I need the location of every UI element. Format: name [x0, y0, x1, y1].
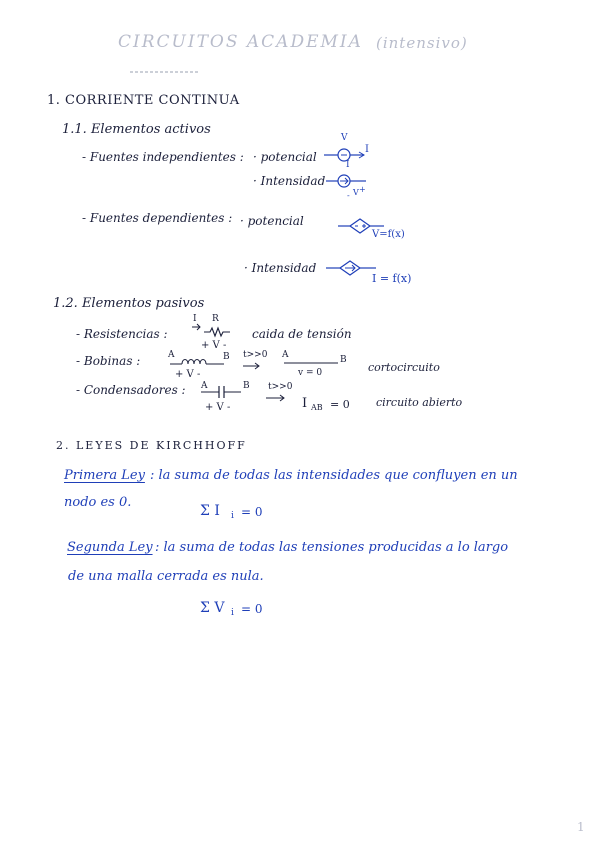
- inductor-icon: [170, 356, 228, 368]
- resistors-label: - Resistencias :: [76, 327, 168, 341]
- dependent-current-label: · Intensidad: [244, 261, 317, 275]
- section-heading-2: 2. LEYES DE KIRCHHOFF: [56, 439, 247, 452]
- inductors-label: - Bobinas :: [76, 354, 141, 368]
- voltage-source-V-label: V: [341, 133, 348, 143]
- resistor-polarity: + V -: [201, 340, 227, 351]
- second-law-subscript: i: [231, 608, 234, 618]
- independent-sources-label: - Fuentes independientes :: [82, 150, 244, 164]
- open-circuit-subscript: AB: [311, 403, 323, 412]
- inductor-note: cortocircuito: [368, 361, 440, 374]
- first-law-subscript: i: [231, 511, 234, 521]
- current-source-I-label: I: [346, 160, 350, 170]
- resistor-I-label: I: [193, 314, 197, 324]
- subsection-heading-1-1: 1.1. Elementos activos: [62, 122, 211, 137]
- arrow-icon: [266, 394, 288, 402]
- inductor-polarity: + V -: [175, 369, 201, 380]
- short-circuit-A-label: A: [282, 350, 289, 360]
- resistor-icon: [190, 323, 238, 337]
- resistor-note: caida de tensión: [252, 327, 352, 341]
- capacitors-label: - Condensadores :: [76, 383, 186, 397]
- page-subtitle: (intensivo): [376, 34, 468, 52]
- dependent-current-source-icon: [326, 258, 378, 278]
- current-source-plus-label: +: [359, 185, 366, 194]
- first-law-text-line2: nodo es 0.: [64, 495, 132, 510]
- first-law-label: Primera Ley: [64, 468, 145, 483]
- short-circuit-voltage: v = 0: [298, 368, 323, 378]
- short-circuit-B-label: B: [340, 355, 347, 365]
- inductor-B-label: B: [223, 352, 230, 362]
- capacitor-note: circuito abierto: [376, 396, 463, 409]
- capacitor-A-label: A: [201, 381, 208, 391]
- arrow-icon: [243, 362, 263, 370]
- capacitor-icon: [201, 385, 247, 399]
- dependent-voltage-label: · potencial: [240, 214, 304, 228]
- dependent-sources-label: - Fuentes dependientes :: [82, 211, 233, 225]
- current-source-minus-label: -: [347, 191, 350, 200]
- dependent-voltage-formula: V=f(x): [372, 229, 405, 240]
- inductor-A-label: A: [168, 350, 175, 360]
- inductor-time-label: t>>0: [243, 350, 268, 360]
- page-number: 1: [577, 820, 585, 834]
- independent-current-label: · Intensidad: [253, 174, 326, 188]
- open-circuit-equation: = 0: [330, 398, 350, 411]
- independent-voltage-label: · potencial: [253, 150, 317, 164]
- capacitor-B-label: B: [243, 381, 250, 391]
- short-circuit-wire: [282, 360, 340, 366]
- open-circuit-I-label: I: [302, 396, 308, 411]
- second-law-text-line1: : la suma de todas las tensiones producidas a lo largo: [155, 540, 509, 555]
- page-title: CIRCUITOS ACADEMIA: [118, 32, 363, 52]
- title-underline: [130, 70, 200, 74]
- second-law-formula: Σ V: [200, 600, 225, 616]
- second-law-label: Segunda Ley: [67, 540, 153, 555]
- capacitor-polarity: + V -: [205, 402, 231, 413]
- dependent-current-formula: I = f(x): [372, 272, 412, 285]
- current-source-V-label: V: [353, 188, 359, 197]
- voltage-source-I-label: I: [365, 144, 369, 155]
- second-law-equation: = 0: [241, 602, 263, 616]
- first-law-formula: Σ I: [200, 503, 220, 519]
- resistor-R-label: R: [212, 314, 219, 324]
- first-law-text-line1: : la suma de todas las intensidades que confluyen en un: [150, 468, 518, 483]
- first-law-equation: = 0: [241, 505, 263, 519]
- second-law-text-line2: de una malla cerrada es nula.: [68, 569, 264, 584]
- subsection-heading-1-2: 1.2. Elementos pasivos: [53, 296, 205, 311]
- capacitor-time-label: t>>0: [268, 382, 293, 392]
- section-heading-1: 1. CORRIENTE CONTINUA: [47, 93, 240, 108]
